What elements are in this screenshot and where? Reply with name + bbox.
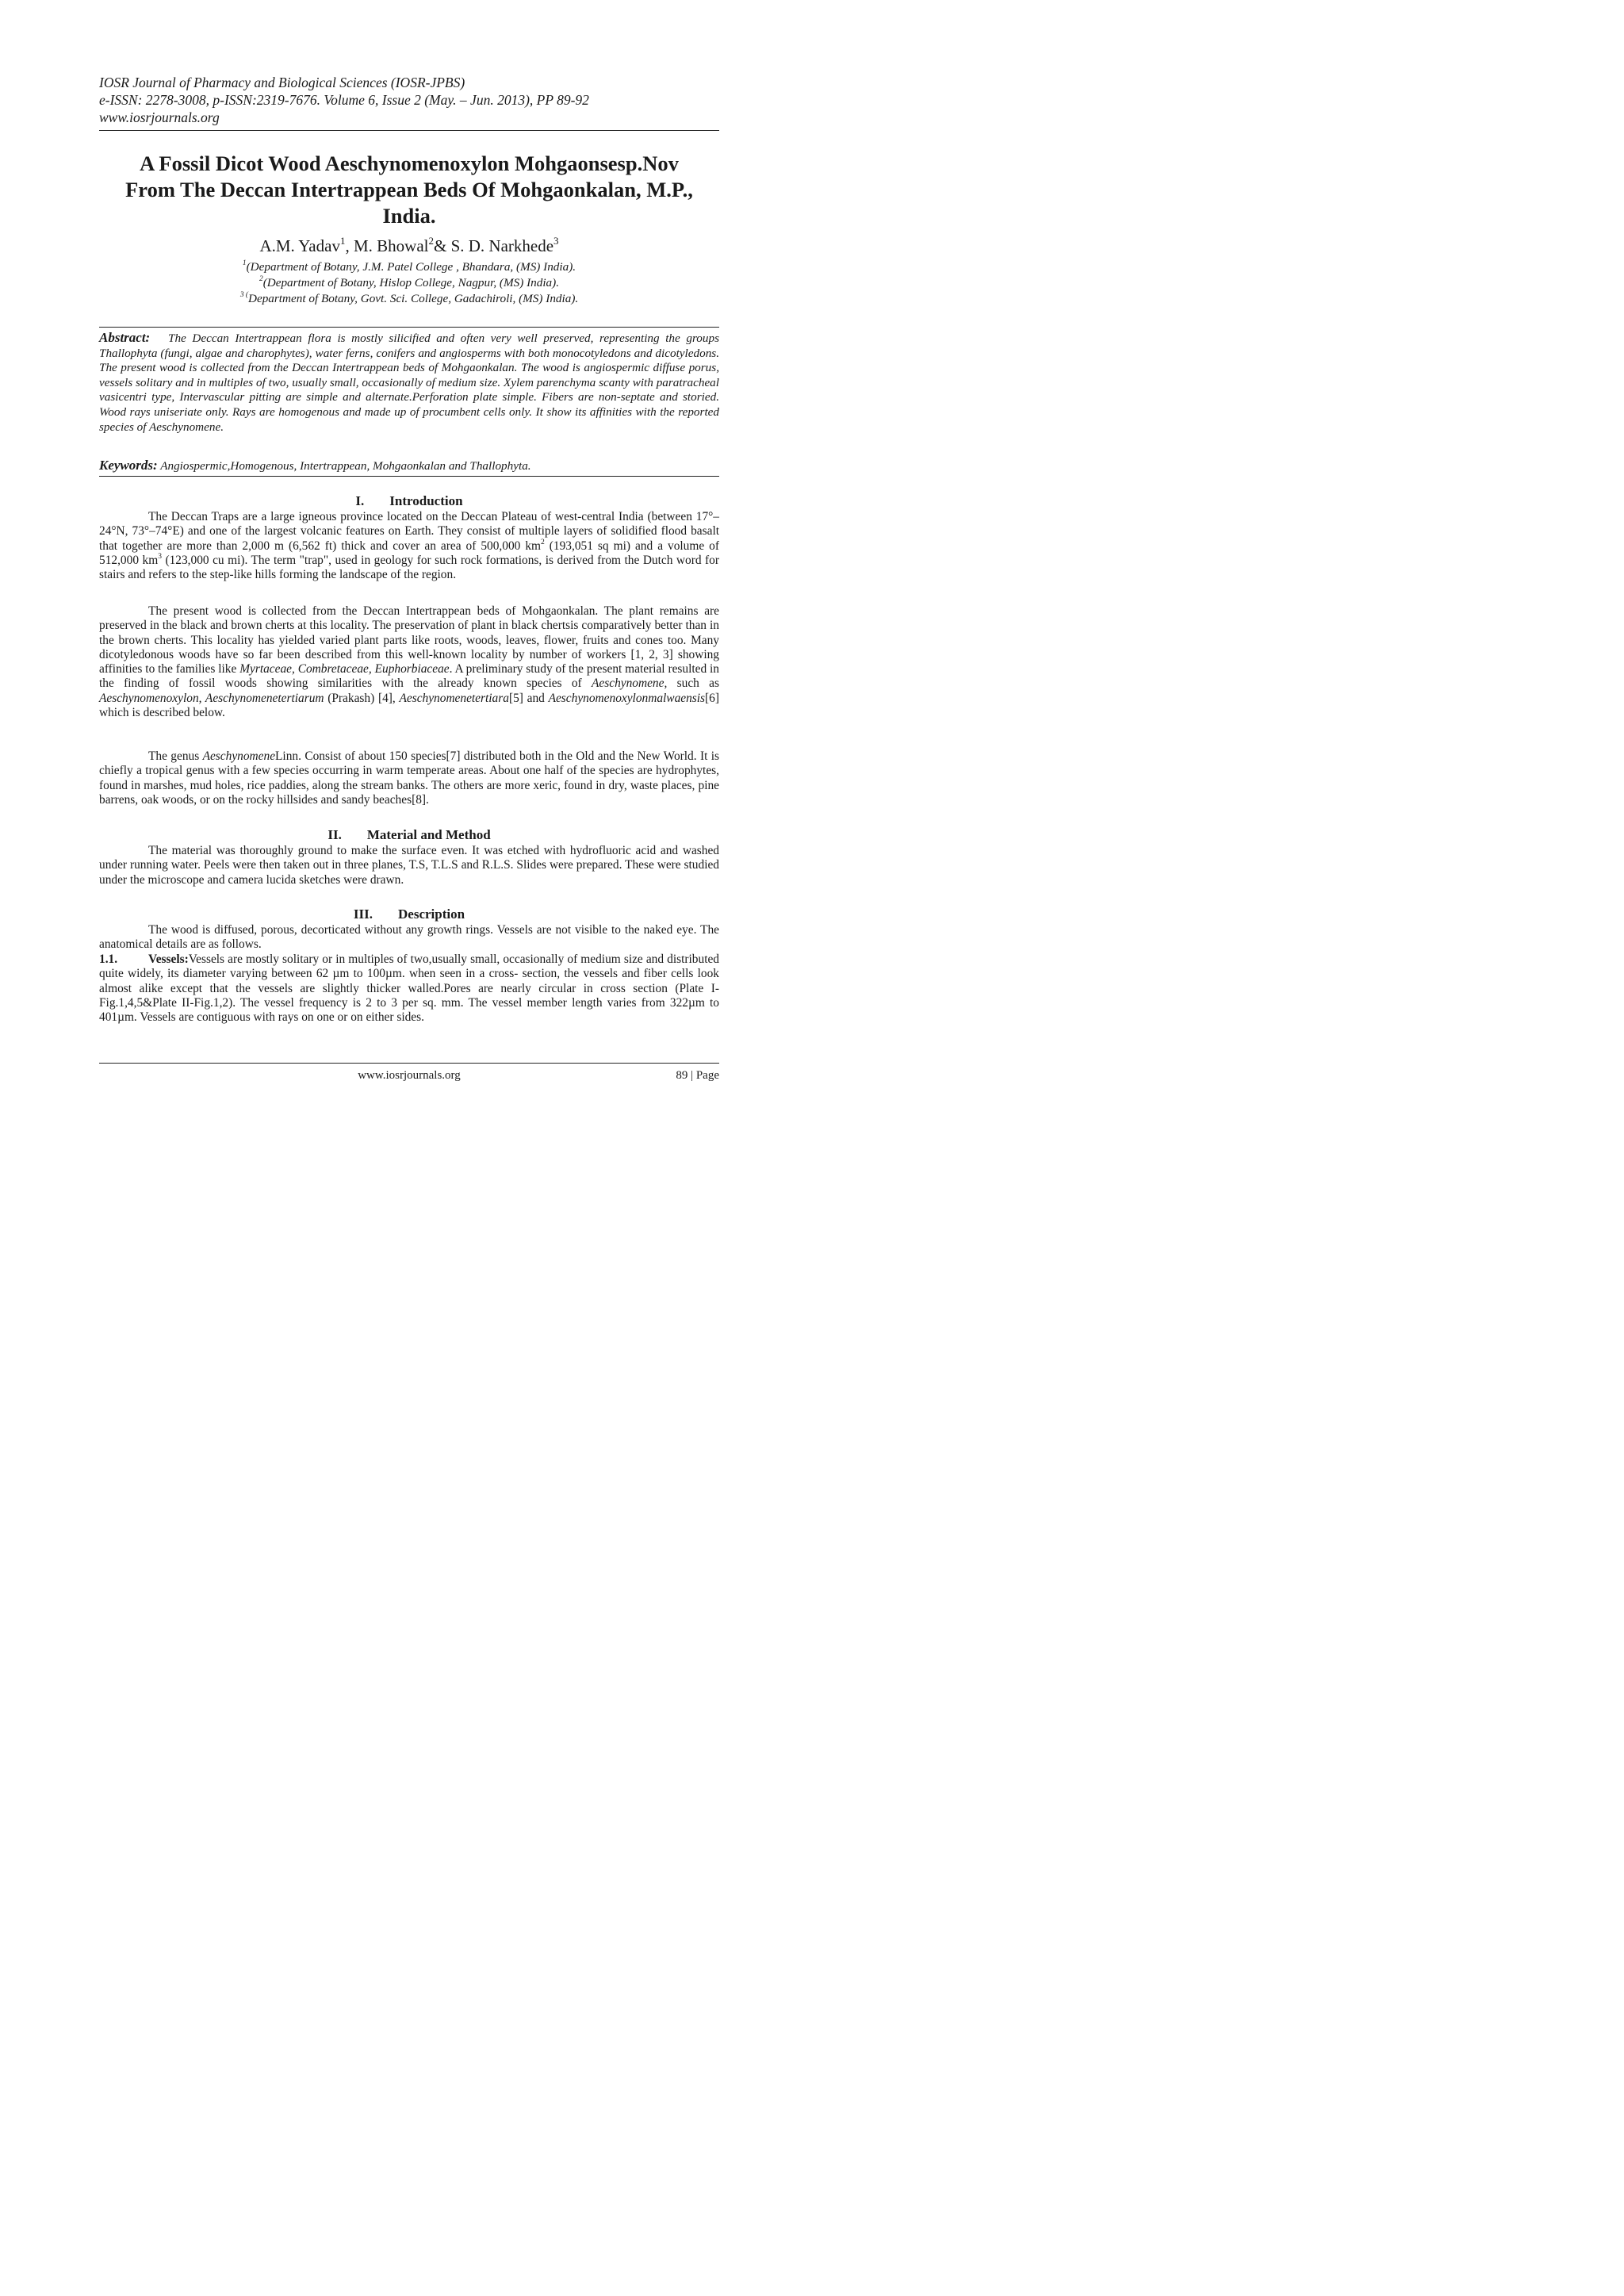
superscript: 3: [158, 552, 162, 562]
affiliation: [99, 291, 719, 307]
text-run: Linn. Consist of about 150 species[7] distributed both in the Old and the New World. It is chiefly a tropical genus with a few species occurring in warm temperate areas. About one half of the species are hydrophytes, found in marshes, mud holes, rice paddies, along the stream banks. The others are more xeric, found in dry, waste places, pine barrens, oak woods, or on the rocky hillsides and sandy beaches[8].: [99, 749, 719, 807]
paper-page: [0, 0, 812, 1148]
affiliation-sup: 3 (: [239, 291, 248, 300]
text-run: . A preliminary study of the present material resulted in the finding of fossil woods showing similarities with the already known species of: [99, 662, 719, 691]
italic-run: Myrtaceae, Combretaceae, Euphorbiaceae: [239, 662, 450, 677]
affiliation-text: Department of Botany, Govt. Sci. College, Gadachiroli, (MS) India).: [248, 292, 579, 305]
journal-site: www.iosrjournals.org: [99, 109, 220, 125]
abstract-label: Abstract:: [99, 330, 151, 345]
running-header: [99, 74, 718, 126]
text-run: [5] and: [508, 691, 549, 705]
text-run: The present wood is collected from the Deccan Intertrappean beds of Mohgaonkalan. The plant remains are preserved in the black and brown cherts at this locality. The preservation of plant in black chertsis comparatively better than in the brown cherts. This locality has yielded varied plant parts like roots, woods, leaves, flower, fruits and cones too. Many dicotyledonous woods have so far been described from this well-known locality by number of workers [1, 2, 3] showing affinities to the families like: [99, 604, 719, 677]
italic-run: Aeschynomene: [202, 749, 276, 763]
footer-page-number: 89 | Page: [676, 1069, 719, 1082]
header-rule: [99, 130, 719, 131]
journal-name: IOSR Journal of Pharmacy and Biological Sciences (IOSR-JPBS): [99, 75, 465, 90]
keywords-text: Angiospermic,Homogenous, Intertrappean, Mohgaonkalan and Thallophyta.: [160, 459, 531, 473]
subsection-text: Vessels are mostly solitary or in multiples of two,usually small, occasionally of medium size and distributed quite widely, its diameter varying between 62 µm to 100µm. when seen in a cross- section, the vessels and fiber cells look almost alike except that the vessels are slightly thicker walled.Pores are nearly circular in cross section (Plate I- Fig.1,4,5&Plate II-Fig.1,2). The vessel frequency is 2 to 3 per sq. mm. The vessel member length varies from 322µm to 401µm. Vessels are contiguous with rays on one or on either sides.: [99, 953, 719, 1025]
abstract-top-rule: [99, 327, 719, 328]
text-run: such as: [667, 677, 719, 691]
footer-site: www.iosrjournals.org: [358, 1069, 461, 1082]
text-run: The genus: [148, 749, 203, 763]
title-line-3: India.: [382, 204, 436, 228]
title-line-1: A Fossil Dicot Wood Aeschynomenoxylon Mohgaonsesp.Nov: [140, 151, 679, 175]
subsection-number: 1.1.: [99, 953, 118, 966]
author-sep: ,: [345, 236, 354, 255]
text-run: The Deccan Traps are a large igneous province located on the Deccan Plateau of west-central India (between 17°–24°N, 73°–74°E) and one of the largest volcanic features on Earth. They consist of multiple layers of solidified flood basalt that together are more than 2,000 m (6,562 ft) thick and cover an area of 500,000 km: [99, 510, 719, 553]
method-paragraph: The material was thoroughly ground to make the surface even. It was etched with hydrofluoric acid and washed under running water. Peels were then taken out in three planes, T.S, T.L.S and R.L.S. Slides were prepared. These were studied under the microscope and camera lucida sketches were drawn.: [99, 844, 719, 887]
section-number: I.: [355, 493, 365, 508]
text-run: [6] which is described below.: [99, 691, 719, 720]
affiliation-text: (Department of Botany, Hislop College, Nagpur, (MS) India).: [262, 276, 560, 289]
paper-title: [99, 151, 719, 229]
text-run: (Prakash) [4],: [324, 691, 400, 705]
author-name: S. D. Narkhede: [450, 236, 554, 255]
section-number: II.: [327, 827, 342, 842]
keywords: [99, 458, 719, 474]
affiliation: [99, 259, 719, 275]
author-name: A.M. Yadav: [259, 236, 340, 255]
title-line-2: From The Deccan Intertrappean Beds Of Mohgaonkalan, M.P.,: [125, 178, 693, 201]
section-title: Material and Method: [366, 827, 491, 842]
intro-paragraph-3: [99, 749, 719, 807]
italic-run: Aeschynomene,: [592, 677, 668, 691]
affiliation-sup: 2: [259, 275, 263, 284]
affiliation-list: [99, 259, 719, 307]
affiliation-text: (Department of Botany, J.M. Patel College , Bhandara, (MS) India).: [246, 260, 576, 274]
keywords-label: Keywords:: [99, 458, 158, 473]
section-title: Introduction: [389, 493, 463, 508]
abstract-bottom-rule: [99, 476, 719, 477]
intro-paragraph-1: [99, 510, 719, 582]
subsection-label: Vessels:: [148, 953, 189, 966]
italic-run: Aeschynomenoxylon, Aeschynomenetertiarum: [99, 691, 324, 705]
italic-run: Aeschynomenoxylonmalwaensis: [548, 691, 706, 705]
section-title: Description: [398, 907, 465, 922]
text-run: (193,051 sq mi) and a volume of 512,000 km: [99, 539, 719, 567]
superscript: 2: [541, 538, 545, 546]
section-heading-material-method: [99, 827, 719, 843]
footer-rule: [99, 1063, 719, 1064]
journal-issn: e-ISSN: 2278-3008, p-ISSN:2319-7676. Volume 6, Issue 2 (May. – Jun. 2013), PP 89-92: [99, 92, 589, 108]
abstract-text: The Deccan Intertrappean flora is mostly silicified and often very well preserved, representing the groups Thallophyta (fungi, algae and charophytes), water ferns, conifers and angiosperms with both monocotyledons and dicotyledons. The present wood is collected from the Deccan Intertrappean beds of Mohgaonkalan. The wood is angiospermic diffuse porus, vessels solitary and in multiples of two, usually small, occasionally of medium size. Xylem parenchyma scanty with paratracheal vasicentri type, Intervascular pitting are simple and alternate.Perforation plate simple. Fibers are non-septate and storied. Wood rays uniseriate only. Rays are homogenous and made up of procumbent cells only. It show its affinities with the reported species of Aeschynomene.: [99, 332, 719, 434]
text-run: (123,000 cu mi). The term "trap", used in geology for such rock formations, is derived from the Dutch word for stairs and refers to the step-like hills forming the landscape of the region.: [99, 553, 719, 582]
author-name: M. Bhowal: [353, 236, 429, 255]
description-paragraph: The wood is diffused, porous, decorticated without any growth rings. Vessels are not visible to the naked eye. The anatomical details are as follows.: [99, 923, 719, 952]
author-sup: 2: [428, 235, 434, 247]
section-number: III.: [353, 907, 373, 922]
intro-paragraph-2: [99, 604, 719, 720]
author-sep: &: [433, 236, 451, 255]
italic-run: Aeschynomenetertiara: [399, 691, 509, 705]
author-sup: 3: [553, 235, 559, 247]
abstract: [99, 331, 719, 435]
affiliation: [99, 275, 719, 291]
author-list: [99, 236, 719, 256]
author-sup: 1: [339, 235, 346, 247]
affiliation-sup: 1: [242, 259, 247, 268]
section-heading-introduction: [99, 493, 719, 509]
subsection-vessels: [99, 953, 719, 1025]
section-heading-description: [99, 907, 719, 922]
